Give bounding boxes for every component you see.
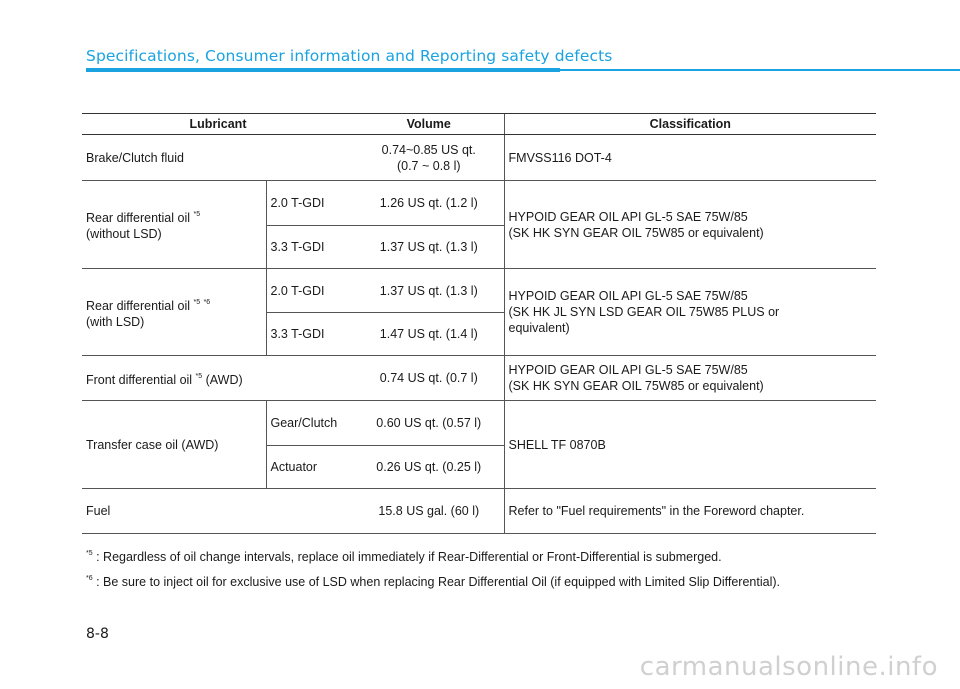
classification-text: Refer to "Fuel requirements" in the Foreword chapter. (508, 504, 805, 518)
classification-line: HYPOID GEAR OIL API GL-5 SAE 75W/85 (508, 289, 748, 303)
volume-line: 0.74~0.85 US qt. (381, 142, 476, 157)
table-row (82, 356, 876, 401)
classification-line: (SK HK SYN GEAR OIL 75W85 or equivalent) (508, 225, 764, 240)
column-header-lubricant: Lubricant (82, 114, 354, 135)
lubricant-cell (82, 269, 266, 356)
header-rule-thick (86, 68, 560, 72)
lubricant-table (82, 113, 876, 534)
column-header-volume: Volume (354, 114, 504, 135)
footnote-text: : Be sure to inject oil for exclusive use of LSD when replacing Rear Differential Oil (if equipped with Limited Slip Differential). (92, 575, 780, 589)
classification-cell (504, 181, 876, 269)
table-row (82, 181, 876, 226)
component-cell: Actuator (266, 446, 354, 489)
lubricant-name-sub: (with LSD) (86, 314, 145, 329)
lubricant-name: Front differential oil (86, 372, 196, 387)
footnote-mark: *5 (86, 550, 93, 557)
lubricant-name-sub: (without LSD) (86, 227, 162, 241)
engine-cell: 3.3 T-GDI (266, 226, 354, 269)
classification-cell (504, 401, 876, 489)
lubricant-name: Transfer case oil (AWD) (86, 437, 219, 452)
footnote-6 (86, 568, 780, 593)
column-header-classification: Classification (504, 114, 876, 135)
table-header-row (82, 114, 876, 135)
lubricant-name-line (86, 295, 262, 314)
classification-cell (504, 135, 876, 181)
table-row (82, 489, 876, 534)
volume-cell (354, 135, 504, 181)
engine-cell: 3.3 T-GDI (266, 313, 354, 356)
lubricant-name: Rear differential oil (86, 211, 194, 225)
lubricant-cell (82, 135, 354, 181)
table-row (82, 401, 876, 446)
lubricant-name: Rear differential oil (86, 298, 194, 313)
lubricant-cell (82, 401, 266, 489)
watermark: carmanualsonline.info (639, 652, 938, 682)
footnote-mark: *5 (193, 298, 201, 306)
lubricant-name: Fuel (86, 504, 111, 518)
footnote-text: : Regardless of oil change intervals, replace oil immediately if Rear-Differential or Front-Differential is submerged. (92, 550, 722, 564)
footnote-mark: *5 (193, 211, 201, 218)
table-row (82, 269, 876, 313)
lubricant-cell (82, 489, 354, 534)
classification-text: SHELL TF 0870B (508, 437, 606, 452)
section-title: Specifications, Consumer information and Reporting safety defects (86, 47, 613, 65)
classification-text: FMVSS116 DOT-4 (508, 150, 612, 165)
volume-cell: 15.8 US gal. (60 l) (354, 489, 504, 534)
classification-line: (SK HK JL SYN LSD GEAR OIL 75W85 PLUS or (508, 305, 780, 319)
footnote-mark: *6 (86, 575, 93, 582)
classification-cell (504, 356, 876, 401)
volume-line: (0.7 ~ 0.8 l) (396, 158, 461, 173)
page-number: 8-8 (86, 626, 109, 642)
classification-cell (504, 269, 876, 356)
classification-cell (504, 489, 876, 534)
footnote-mark: *5 (195, 372, 203, 380)
classification-line: equivalent) (508, 321, 570, 335)
volume-cell: 1.47 US qt. (1.4 l) (354, 313, 504, 356)
lubricant-cell (82, 356, 354, 401)
classification-line: HYPOID GEAR OIL API GL-5 SAE 75W/85 (508, 209, 748, 224)
header-rule-thin (560, 69, 960, 71)
volume-cell: 0.26 US qt. (0.25 l) (354, 446, 504, 489)
footnote-mark: *6 (203, 298, 211, 306)
volume-cell: 1.37 US qt. (1.3 l) (354, 226, 504, 269)
lubricant-name: Brake/Clutch fluid (86, 150, 184, 165)
component-cell: Gear/Clutch (266, 401, 354, 446)
engine-cell: 2.0 T-GDI (266, 269, 354, 313)
volume-cell: 1.26 US qt. (1.2 l) (354, 181, 504, 226)
table-row (82, 135, 876, 181)
lubricant-cell (82, 181, 266, 269)
lubricant-name-suffix: (AWD) (202, 372, 243, 387)
classification-line: (SK HK SYN GEAR OIL 75W85 or equivalent) (508, 379, 764, 393)
lubricant-name-line (86, 207, 262, 226)
volume-cell: 0.60 US qt. (0.57 l) (354, 401, 504, 446)
engine-cell: 2.0 T-GDI (266, 181, 354, 226)
volume-cell: 0.74 US qt. (0.7 l) (354, 356, 504, 401)
volume-cell: 1.37 US qt. (1.3 l) (354, 269, 504, 313)
footnotes (86, 543, 780, 593)
classification-line: HYPOID GEAR OIL API GL-5 SAE 75W/85 (508, 363, 748, 377)
footnote-5 (86, 543, 780, 568)
